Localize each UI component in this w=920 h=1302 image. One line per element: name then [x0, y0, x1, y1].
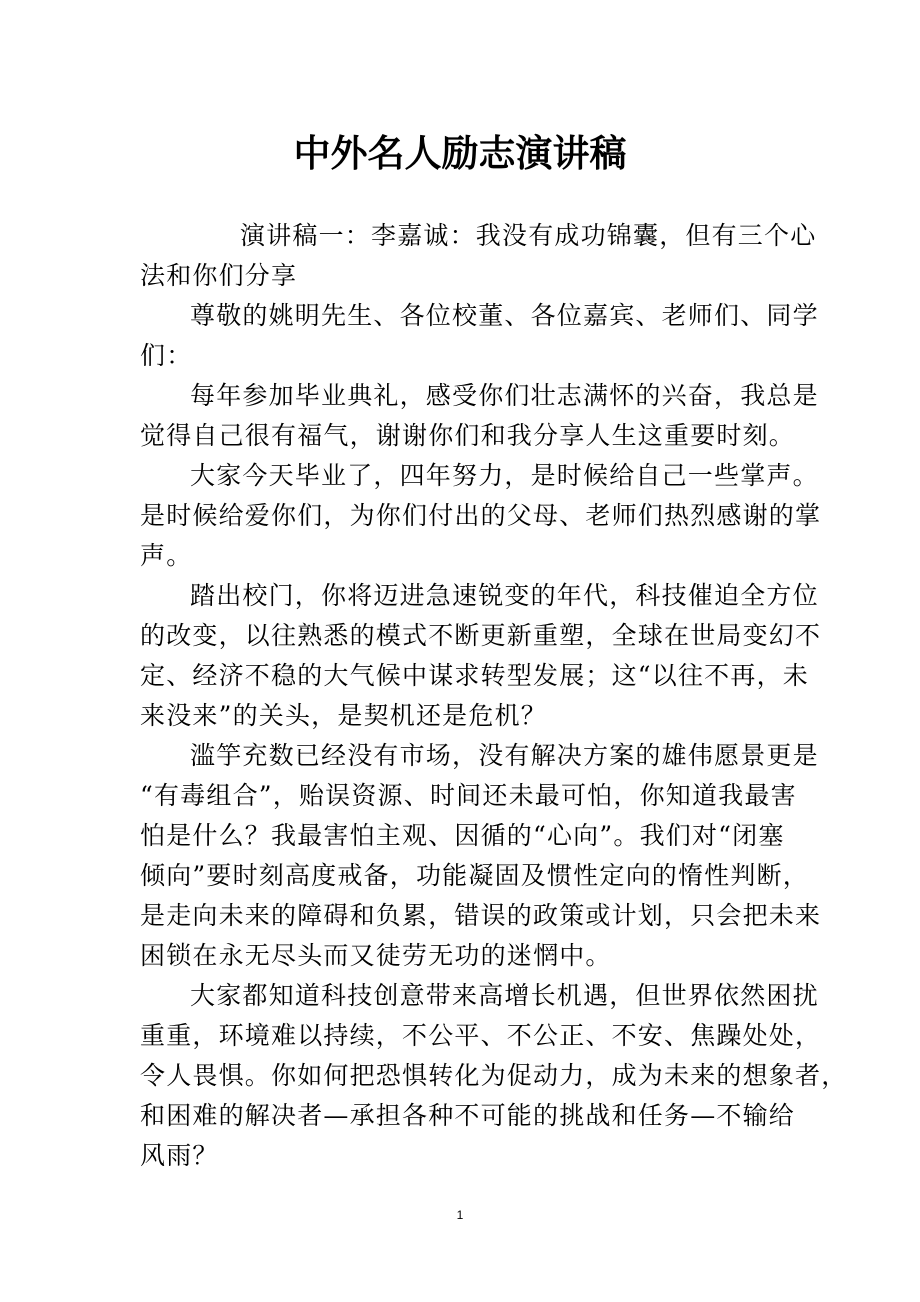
paragraph — [140, 976, 848, 1176]
text-line: 踏出校门，你将迈进急速锐变的年代，科技催迫全方位 — [190, 581, 819, 610]
paragraph — [140, 296, 819, 376]
text-line: 令人畏惧。你如何把恐惧转化为促动力，成为未来的想象者， — [140, 1061, 848, 1090]
text-line: 法和你们分享 — [140, 261, 298, 290]
text-line: 来没来”的关头，是契机还是危机？ — [140, 701, 547, 730]
text-line: 觉得自己很有福气，谢谢你们和我分享人生这重要时刻。 — [140, 421, 796, 450]
paragraph — [140, 456, 822, 576]
document-title: 中外名人励志演讲稿 — [293, 132, 627, 175]
text-line: 大家今天毕业了，四年努力，是时候给自己一些掌声。 — [190, 461, 819, 490]
text-line: 和困难的解决者—承担各种不可能的挑战和任务—不输给 — [140, 1101, 796, 1130]
text-line: 是走向未来的障碍和负累，错误的政策或计划，只会把未来 — [140, 901, 822, 930]
text-line: 风雨？ — [140, 1141, 219, 1170]
text-line: 声。 — [140, 541, 193, 570]
text-line: 倾向”要时刻高度戒备，功能凝固及惯性定向的惰性判断， — [140, 861, 809, 890]
text-line: 困锁在永无尽头而又徒劳无功的迷惘中。 — [140, 941, 612, 970]
paragraph — [140, 376, 819, 456]
text-line: 演讲稿一：李嘉诚：我没有成功锦囊，但有三个心 — [240, 221, 817, 250]
paragraph — [140, 216, 817, 296]
text-line: 的改变，以往熟悉的模式不断更新重塑，全球在世局变幻不 — [140, 621, 822, 650]
text-line: 每年参加毕业典礼，感受你们壮志满怀的兴奋，我总是 — [190, 381, 819, 410]
text-line: 是时候给爱你们，为你们付出的父母、老师们热烈感谢的掌 — [140, 501, 822, 530]
text-line: 滥竽充数已经没有市场，没有解决方案的雄伟愿景更是 — [190, 741, 819, 770]
text-line: 定、经济不稳的大气候中谋求转型发展；这“以往不再，未 — [140, 661, 809, 690]
document-body — [140, 216, 848, 1176]
text-line: 怕是什么？我最害怕主观、因循的“心向”。我们对“闭塞 — [140, 821, 785, 850]
text-line: 们： — [140, 341, 193, 370]
page-number: 1 — [456, 1208, 464, 1222]
text-line: “有毒组合”，贻误资源、时间还未最可怕，你知道我最害 — [140, 781, 797, 810]
text-line: 大家都知道科技创意带来高增长机遇，但世界依然困扰 — [190, 981, 819, 1010]
text-line: 尊敬的姚明先生、各位校董、各位嘉宾、老师们、同学 — [190, 301, 819, 330]
paragraph — [140, 576, 822, 736]
text-line: 重重，环境难以持续，不公平、不公正、不安、焦躁处处， — [140, 1021, 822, 1050]
paragraph — [140, 736, 822, 976]
